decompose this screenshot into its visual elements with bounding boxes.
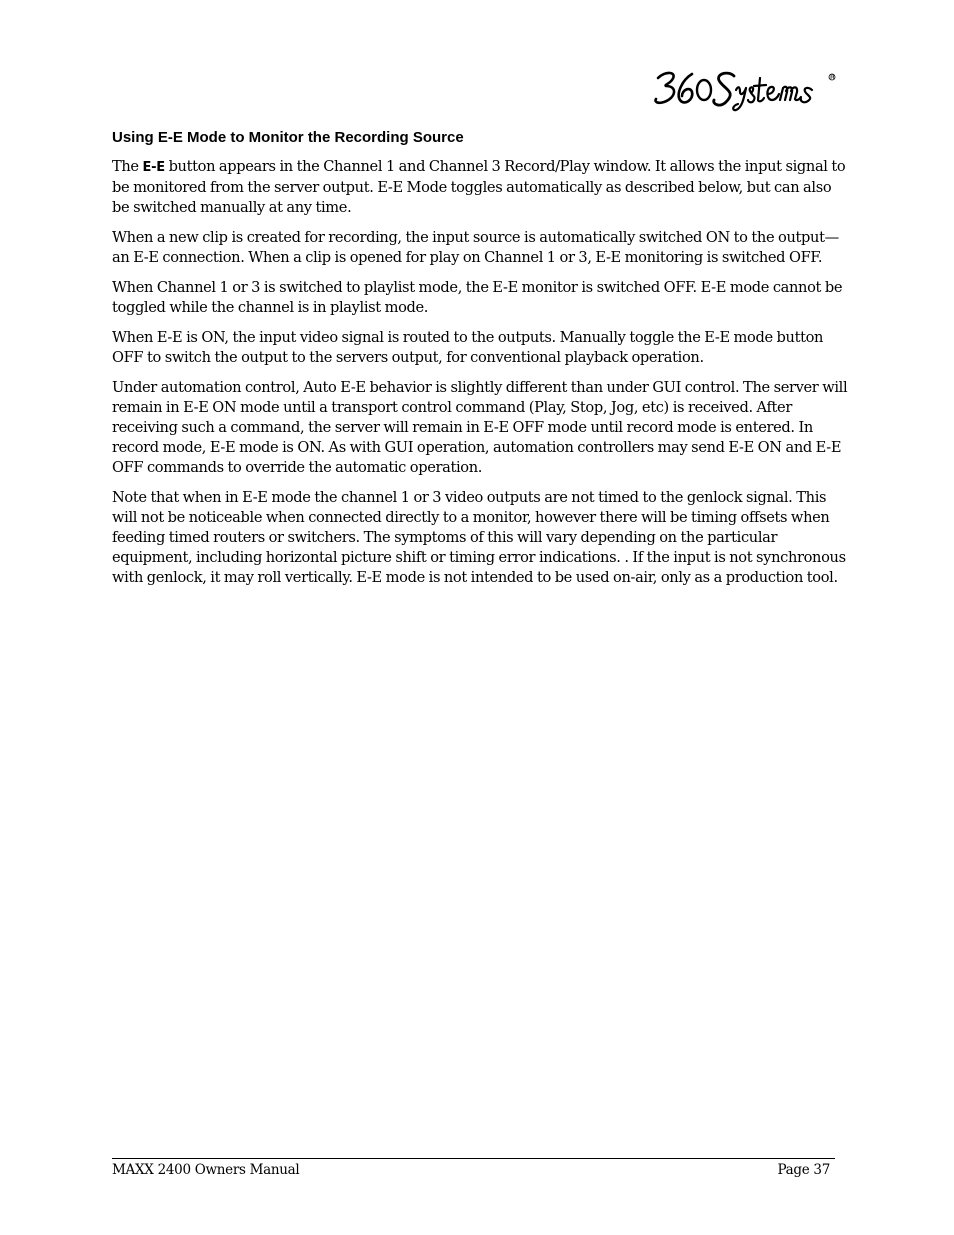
footer-page-number: Page 37 <box>777 1162 830 1178</box>
footer-manual-title: MAXX 2400 Owners Manual <box>112 1162 300 1178</box>
e-e-button-name: E-E <box>142 160 165 175</box>
paragraph-intro-rest: button appears in the Channel 1 and Channel 3 Record/Play window. It allows the input signal to be monitored from the server output. E-E Mode toggles automatically as described below, but can also be switched manually at any time. <box>112 158 846 216</box>
360-systems-logo-icon <box>652 64 838 112</box>
paragraph-intro <box>112 157 848 218</box>
page-content <box>112 128 848 598</box>
paragraph-intro-lead: The <box>112 158 143 175</box>
paragraph-new-clip: When a new clip is created for recording, the input source is automatically switched ON to the output—an E-E connection. When a clip is opened for play on Channel 1 or 3, E-E monitoring is switched OFF. <box>112 229 839 266</box>
paragraph-genlock-note: Note that when in E-E mode the channel 1 or 3 video outputs are not timed to the genlock signal. This will not be noticeable when connected directly to a monitor, however there will be timing offsets when feeding timed routers or switchers. The symptoms of this will vary depending on the particular equipment, including horizontal picture shift or timing error indications. . If the input is not synchronous with genlock, it may roll vertically. E-E mode is not intended to be used on-air, only as a production tool. <box>112 489 846 586</box>
paragraph-automation-control: Under automation control, Auto E-E behavior is slightly different than under GUI control. The server will remain in E-E ON mode until a transport control command (Play, Stop, Jog, etc) is received. After receiving such a command, the server will remain in E-E OFF mode until record mode is entered. In record mode, E-E mode is ON. As with GUI operation, automation controllers may send E-E ON and E-E OFF commands to override the automatic operation. <box>112 379 848 476</box>
paragraph-playlist-mode: When Channel 1 or 3 is switched to playlist mode, the E-E monitor is switched OFF. E-E mode cannot be toggled while the channel is in playlist mode. <box>112 279 843 316</box>
paragraph-e-e-on: When E-E is ON, the input video signal is routed to the outputs. Manually toggle the E-E mode button OFF to switch the output to the servers output, for conventional playback operation. <box>112 329 824 366</box>
section-heading: Using E-E Mode to Monitor the Recording Source <box>112 129 464 146</box>
page-footer <box>112 1160 830 1180</box>
footer-divider <box>112 1158 835 1159</box>
